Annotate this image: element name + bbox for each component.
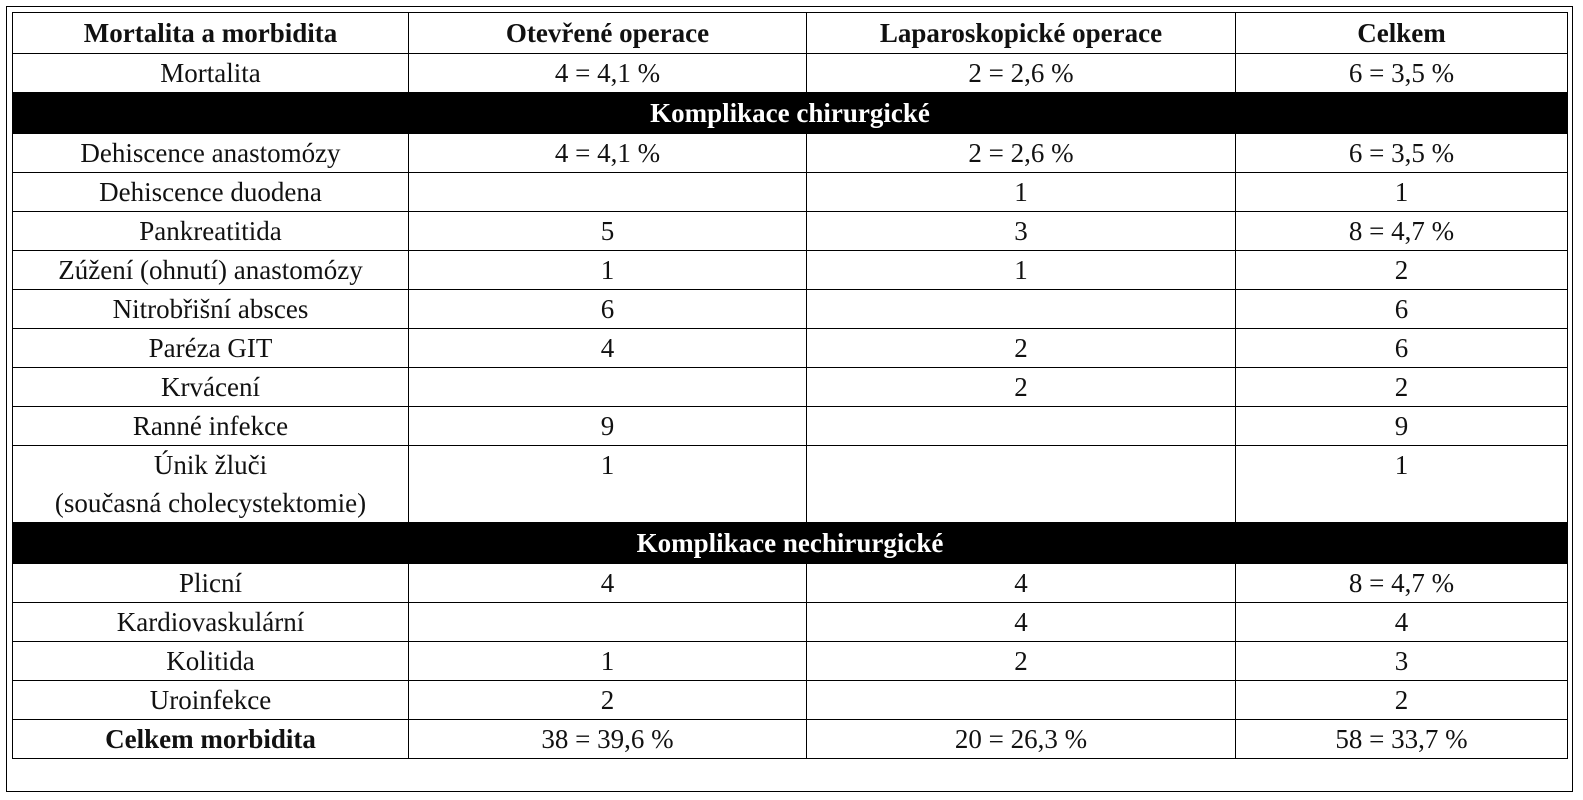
- table-cell: 6 = 3,5 %: [1236, 54, 1568, 93]
- header-cell: Celkem: [1236, 13, 1568, 54]
- table-row: [13, 329, 1568, 368]
- row-label: Dehiscence anastomózy: [13, 134, 409, 173]
- table-cell: 4: [409, 564, 807, 603]
- table-row: [13, 54, 1568, 93]
- table-cell: 2: [807, 642, 1236, 681]
- table-cell: 38 = 39,6 %: [409, 720, 807, 759]
- section-title: Komplikace nechirurgické: [13, 523, 1568, 564]
- table-cell: [1236, 484, 1568, 523]
- table-cell: 6: [409, 290, 807, 329]
- row-label: Uroinfekce: [13, 681, 409, 720]
- table-cell: [807, 407, 1236, 446]
- table-cell: 4 = 4,1 %: [409, 54, 807, 93]
- table-cell: 1: [409, 251, 807, 290]
- table-cell: 1: [409, 642, 807, 681]
- row-label: Nitrobřišní absces: [13, 290, 409, 329]
- row-label: Krvácení: [13, 368, 409, 407]
- table-row: [13, 681, 1568, 720]
- table-cell: 8 = 4,7 %: [1236, 564, 1568, 603]
- table-cell: 2: [1236, 681, 1568, 720]
- section-header-surgical: [13, 93, 1568, 134]
- table-cell: [807, 290, 1236, 329]
- row-label: Paréza GIT: [13, 329, 409, 368]
- table-cell: 3: [1236, 642, 1568, 681]
- row-label: Mortalita: [13, 54, 409, 93]
- table-cell: [409, 484, 807, 523]
- table-cell: 1: [1236, 173, 1568, 212]
- table-cell: 1: [807, 173, 1236, 212]
- table-cell: 58 = 33,7 %: [1236, 720, 1568, 759]
- row-label: Kolitida: [13, 642, 409, 681]
- table-cell: 6: [1236, 290, 1568, 329]
- table-cell: 2 = 2,6 %: [807, 54, 1236, 93]
- table-cell: 9: [409, 407, 807, 446]
- morbidity-table: [12, 12, 1568, 759]
- table-row: [13, 446, 1568, 485]
- table-cell: 2 = 2,6 %: [807, 134, 1236, 173]
- row-label: Pankreatitida: [13, 212, 409, 251]
- table-cell: 2: [807, 329, 1236, 368]
- row-label: Únik žluči: [13, 446, 409, 485]
- row-label-note: (současná cholecystektomie): [13, 484, 409, 523]
- row-label: Dehiscence duodena: [13, 173, 409, 212]
- table-cell: 8 = 4,7 %: [1236, 212, 1568, 251]
- table-row: [13, 134, 1568, 173]
- table-row: [13, 368, 1568, 407]
- table-cell: 2: [1236, 368, 1568, 407]
- table-cell: 3: [807, 212, 1236, 251]
- table-cell: 4 = 4,1 %: [409, 134, 807, 173]
- table-row: [13, 173, 1568, 212]
- table-cell: 4: [807, 603, 1236, 642]
- table-row: [13, 251, 1568, 290]
- table-cell: 5: [409, 212, 807, 251]
- table-cell: 9: [1236, 407, 1568, 446]
- table-row: [13, 407, 1568, 446]
- header-cell: Laparoskopické operace: [807, 13, 1236, 54]
- table-row: [13, 212, 1568, 251]
- table-cell: 20 = 26,3 %: [807, 720, 1236, 759]
- header-cell: Mortalita a morbidita: [13, 13, 409, 54]
- table-cell: [409, 173, 807, 212]
- table-cell: 1: [1236, 446, 1568, 485]
- row-label: Ranné infekce: [13, 407, 409, 446]
- table-cell: [807, 681, 1236, 720]
- table-cell: 2: [409, 681, 807, 720]
- table-row: [13, 290, 1568, 329]
- table-cell: 2: [1236, 251, 1568, 290]
- table-cell: 6 = 3,5 %: [1236, 134, 1568, 173]
- row-label: Zúžení (ohnutí) anastomózy: [13, 251, 409, 290]
- table-cell: 4: [807, 564, 1236, 603]
- section-header-nonsurgical: [13, 523, 1568, 564]
- row-label: Celkem morbidita: [13, 720, 409, 759]
- row-label: Kardiovaskulární: [13, 603, 409, 642]
- table-row-continuation: [13, 484, 1568, 523]
- table-cell: 1: [807, 251, 1236, 290]
- section-title: Komplikace chirurgické: [13, 93, 1568, 134]
- row-label: Plicní: [13, 564, 409, 603]
- total-row: [13, 720, 1568, 759]
- table-cell: 4: [409, 329, 807, 368]
- table-row: [13, 642, 1568, 681]
- table-cell: 6: [1236, 329, 1568, 368]
- table-cell: [409, 603, 807, 642]
- table-row: [13, 564, 1568, 603]
- table-cell: 2: [807, 368, 1236, 407]
- table-cell: [807, 446, 1236, 485]
- table-row: [13, 603, 1568, 642]
- table-cell: [409, 368, 807, 407]
- header-row: [13, 13, 1568, 54]
- table-cell: 1: [409, 446, 807, 485]
- table-cell: 4: [1236, 603, 1568, 642]
- table-cell: [807, 484, 1236, 523]
- header-cell: Otevřené operace: [409, 13, 807, 54]
